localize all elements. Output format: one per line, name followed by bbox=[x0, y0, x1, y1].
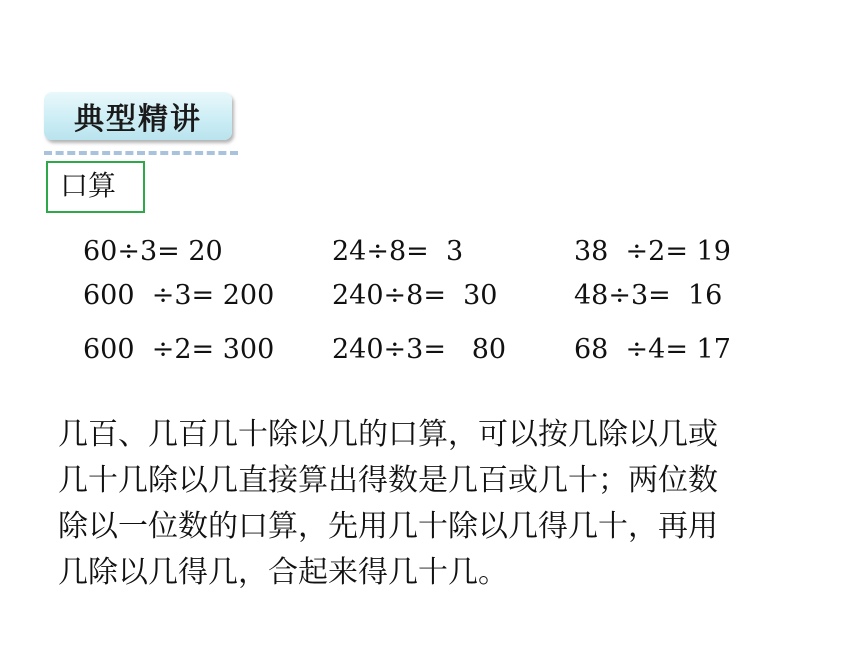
summary-line: 几除以几得几，合起来得几十几。 bbox=[58, 555, 508, 590]
section-label bbox=[46, 161, 145, 213]
title-divider bbox=[44, 151, 238, 155]
equation-r2-c1: 600 ÷3= 200 bbox=[83, 280, 275, 311]
summary-paragraph bbox=[58, 412, 798, 596]
page-title: 典型精讲 bbox=[74, 102, 202, 137]
equation-r3-c2: 240÷3= 80 bbox=[332, 334, 507, 365]
summary-line: 除以一位数的口算，先用几十除以几得几十，再用 bbox=[58, 509, 718, 544]
equation-r2-c2: 240÷8= 30 bbox=[332, 280, 498, 311]
summary-line: 几百、几百几十除以几的口算，可以按几除以几或 bbox=[58, 417, 718, 452]
summary-line: 几十几除以几直接算出得数是几百或几十；两位数 bbox=[58, 463, 718, 498]
page-title-badge bbox=[44, 92, 232, 140]
equation-r3-c1: 600 ÷2= 300 bbox=[83, 334, 275, 365]
equation-r3-c3: 68 ÷4= 17 bbox=[574, 334, 731, 365]
equation-r1-c2: 24÷8= 3 bbox=[332, 236, 464, 267]
section-label-text: 口算 bbox=[60, 169, 117, 202]
equation-r1-c3: 38 ÷2= 19 bbox=[574, 236, 731, 267]
equation-r1-c1: 60÷3= 20 bbox=[83, 236, 223, 267]
equation-r2-c3: 48÷3= 16 bbox=[574, 280, 723, 311]
